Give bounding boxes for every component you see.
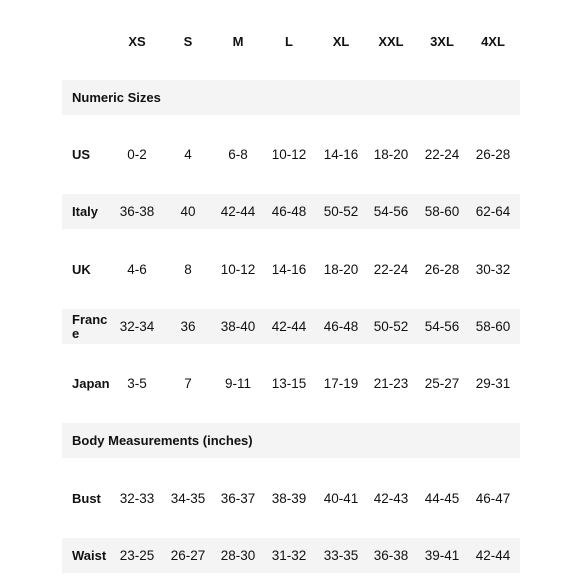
table-cell: 54-56 (424, 319, 460, 334)
table-cell: 0-2 (127, 147, 147, 162)
table-cell: 36-37 (220, 491, 256, 506)
table-cell: 18-20 (323, 262, 359, 277)
table-cell: 39-41 (424, 548, 460, 563)
table-row (62, 538, 520, 573)
table-row (62, 481, 520, 516)
table-cell: 10-12 (220, 262, 256, 277)
table-cell: 6-8 (228, 147, 248, 162)
table-row (62, 137, 520, 172)
table-cell: 32-33 (119, 491, 155, 506)
column-header: M (232, 34, 244, 49)
table-cell: 13-15 (271, 376, 307, 391)
column-header: XS (128, 34, 146, 49)
table-cell: 40-41 (323, 491, 359, 506)
table-cell: 42-44 (271, 319, 307, 334)
table-cell: 29-31 (475, 376, 511, 391)
table-cell: 7 (184, 376, 192, 391)
table-cell: 42-44 (475, 548, 511, 563)
table-cell: 17-19 (323, 376, 359, 391)
row-label: Italy (72, 203, 99, 219)
row-label: Bust (72, 490, 101, 506)
table-cell: 21-23 (373, 376, 409, 391)
table-cell: 10-12 (271, 147, 307, 162)
table-cell: 54-56 (373, 204, 409, 219)
table-cell: 36-38 (373, 548, 409, 563)
table-cell: 26-28 (475, 147, 511, 162)
table-cell: 4 (184, 147, 192, 162)
table-cell: 36 (180, 319, 196, 334)
table-cell: 40 (180, 204, 196, 219)
table-cell: 58-60 (475, 319, 511, 334)
table-cell: 38-39 (271, 491, 307, 506)
row-label: US (72, 146, 91, 162)
table-cell: 46-48 (323, 319, 359, 334)
column-header: XL (332, 34, 350, 49)
table-cell: 4-6 (127, 262, 147, 277)
row-label: UK (72, 261, 91, 277)
section-title-body: Body Measurements (inches) (72, 433, 253, 448)
table-cell: 14-16 (271, 262, 307, 277)
table-cell: 30-32 (475, 262, 511, 277)
table-cell: 22-24 (373, 262, 409, 277)
table-row (62, 309, 520, 344)
column-header: 4XL (481, 34, 505, 49)
section-title-body-row (62, 423, 520, 458)
table-cell: 50-52 (373, 319, 409, 334)
column-header: 3XL (430, 34, 454, 49)
table-cell: 44-45 (424, 491, 460, 506)
table-cell: 50-52 (323, 204, 359, 219)
table-cell: 58-60 (424, 204, 460, 219)
row-label: Waist (72, 547, 107, 563)
column-header: L (285, 34, 293, 49)
table-cell: 46-48 (271, 204, 307, 219)
header-row (62, 24, 520, 59)
table-cell: 38-40 (220, 319, 256, 334)
table-cell: 26-27 (170, 548, 206, 563)
table-cell: 3-5 (127, 376, 147, 391)
table-cell: 62-64 (475, 204, 511, 219)
table-cell: 32-34 (119, 319, 155, 334)
row-label: France (72, 311, 108, 341)
column-header: XXL (378, 34, 404, 49)
section-title-numeric-row (62, 80, 520, 115)
table-cell: 9-11 (224, 376, 252, 391)
table-row (62, 252, 520, 287)
table-cell: 14-16 (323, 147, 359, 162)
table-cell: 22-24 (424, 147, 460, 162)
table-cell: 34-35 (170, 491, 206, 506)
section-title-numeric: Numeric Sizes (72, 90, 161, 105)
column-header: S (183, 34, 193, 49)
table-cell: 33-35 (323, 548, 359, 563)
table-cell: 42-43 (373, 491, 409, 506)
table-cell: 31-32 (271, 548, 307, 563)
row-label: Japan (72, 375, 110, 391)
table-cell: 23-25 (119, 548, 155, 563)
table-cell: 46-47 (475, 491, 511, 506)
table-cell: 28-30 (220, 548, 256, 563)
table-cell: 8 (184, 262, 192, 277)
table-cell: 25-27 (424, 376, 460, 391)
table-cell: 42-44 (220, 204, 256, 219)
table-row (62, 366, 520, 401)
table-cell: 26-28 (424, 262, 460, 277)
table-cell: 36-38 (119, 204, 155, 219)
table-row (62, 194, 520, 229)
table-cell: 18-20 (373, 147, 409, 162)
